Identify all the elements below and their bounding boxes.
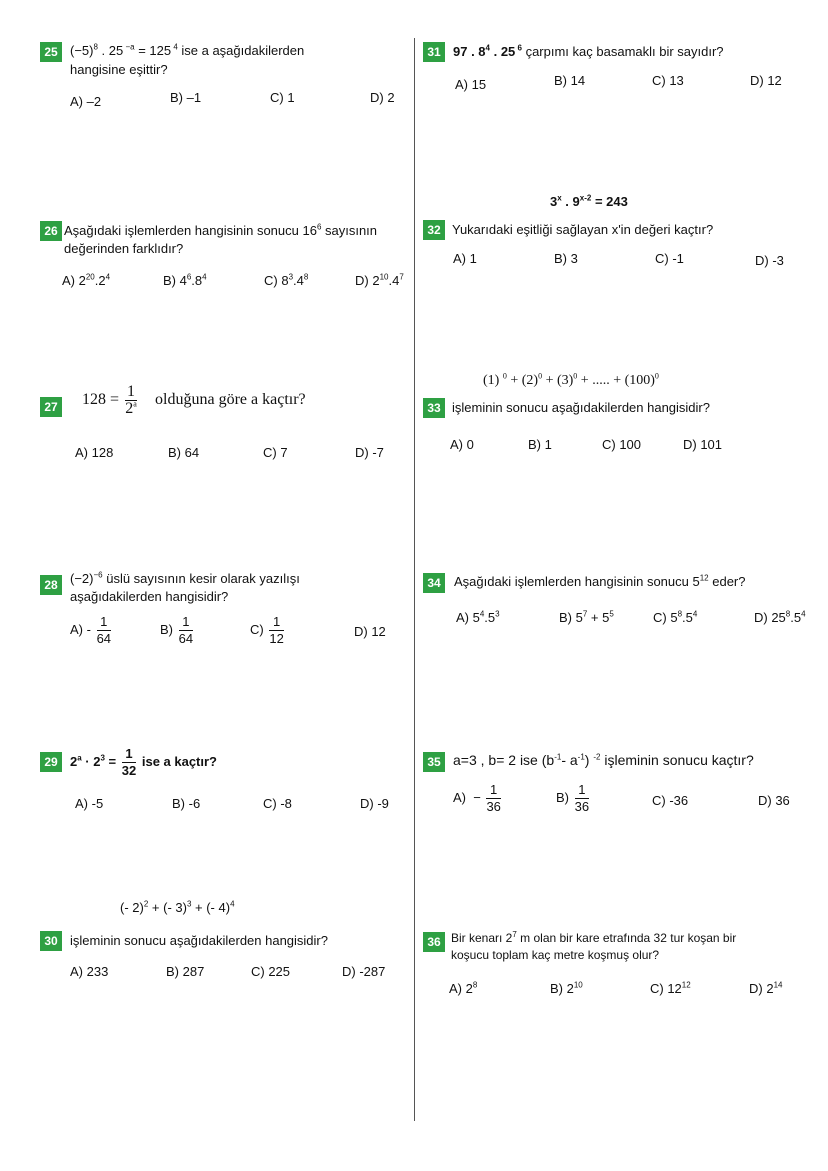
question-stem: Yukarıdaki eşitliği sağlayan x'in değeri kaçtır? [452, 222, 714, 237]
option-a[interactable]: A) –2 [70, 94, 102, 109]
option-c[interactable]: C) $\frac{1}{12}$ [250, 614, 284, 646]
option-d[interactable]: D) $2^{10}.4^7$ [355, 272, 404, 288]
column-divider [414, 38, 415, 1121]
question-number: 30 [40, 931, 62, 951]
option-a[interactable]: A) 15 [455, 77, 487, 92]
question-stem: Aşağıdaki işlemlerden hangisinin sonucu $16^6$ sayısının [64, 222, 378, 238]
question-number: 34 [423, 573, 445, 593]
option-b[interactable]: B) $\frac{1}{36}$ [556, 782, 590, 814]
question-stem: a=3 , b= 2 ise ($b^{-1}-$ $a^{-1}$) $^{-2}$ işleminin sonucu kaçtır? [453, 752, 754, 768]
option-a[interactable]: A) -5 [75, 796, 104, 811]
question-stem: Bir kenarı $2^7$ m olan bir kare etrafında 32 tur koşan bir [451, 930, 737, 945]
option-c[interactable]: C) 225 [251, 964, 291, 979]
option-b[interactable]: B) 287 [166, 964, 205, 979]
fraction: $\frac{1}{2^a}$ [125, 383, 137, 417]
option-d[interactable]: D) 36 [758, 793, 790, 808]
question-stem: $(-5)^8$ . 25 $^{-a}$ = 125 $^4$ ise a aşağıdakilerden [70, 42, 305, 58]
option-b[interactable]: B) $4^6.8^4$ [163, 272, 207, 288]
question-stem-line2: değerinden farklıdır? [64, 241, 184, 256]
question-number: 32 [423, 220, 445, 240]
question-number: 36 [423, 932, 445, 952]
question-number: 31 [423, 42, 445, 62]
option-b[interactable]: B) $2^{10}$ [550, 980, 583, 996]
question-number: 25 [40, 42, 62, 62]
option-c[interactable]: C) 13 [652, 73, 684, 88]
option-c[interactable]: C) $5^8.5^4$ [653, 609, 698, 625]
option-b[interactable]: B) -6 [172, 796, 201, 811]
question-stem: 97 . $8^4$ . 25 $^6$ çarpımı kaç basamaklı bir sayıdır? [453, 43, 724, 59]
option-b[interactable]: B) –1 [170, 90, 202, 105]
option-b[interactable]: B) 14 [554, 73, 586, 88]
option-b[interactable]: B) 3 [554, 251, 578, 266]
question-number: 27 [40, 397, 62, 417]
option-a[interactable]: A) − $\frac{1}{36}$ [453, 782, 501, 814]
option-d[interactable]: D) -7 [355, 445, 384, 460]
option-c[interactable]: C) $8^3.4^8$ [264, 272, 309, 288]
question-stem: işleminin sonucu aşağıdakilerden hangisidir? [452, 400, 710, 415]
option-d[interactable]: D) 2 [370, 90, 395, 105]
option-d[interactable]: D) $2^{14}$ [749, 980, 783, 996]
question-number: 26 [40, 221, 62, 241]
option-c[interactable]: C) 100 [602, 437, 642, 452]
option-b[interactable]: B) $5^7 + 5^5$ [559, 609, 614, 625]
option-a[interactable]: A) $5^4.5^3$ [456, 609, 500, 625]
question-number: 35 [423, 752, 445, 772]
option-a[interactable]: A) 233 [70, 964, 109, 979]
question-number: 28 [40, 575, 62, 595]
option-b[interactable]: B) 64 [168, 445, 200, 460]
question-number: 33 [423, 398, 445, 418]
option-a[interactable]: A) $2^8$ [449, 980, 478, 996]
question-stem: Aşağıdaki işlemlerden hangisinin sonucu $5^{12}$ eder? [454, 573, 746, 589]
option-a[interactable]: A) 1 [453, 251, 477, 266]
question-stem: $(-2)^{-6}$ üslü sayısının kesir olarak yazılışı [70, 570, 300, 586]
option-c[interactable]: C) 1 [270, 90, 295, 105]
question-number: 29 [40, 752, 62, 772]
question-expression: 3$^x$ . $9^{x-2} = 243$ [550, 193, 628, 209]
option-a[interactable]: A) 128 [75, 445, 114, 460]
option-c[interactable]: C) -8 [263, 796, 292, 811]
option-a[interactable]: A) - $\frac{1}{64}$ [70, 614, 112, 646]
option-c[interactable]: C) $12^{12}$ [650, 980, 691, 996]
question-stem: işleminin sonucu aşağıdakilerden hangisidir? [70, 933, 328, 948]
option-c[interactable]: C) 7 [263, 445, 288, 460]
option-d[interactable]: D) 12 [750, 73, 782, 88]
option-b[interactable]: B) $\frac{1}{64}$ [160, 614, 194, 646]
question-stem-line2: koşucu toplam kaç metre koşmuş olur? [451, 948, 660, 962]
option-c[interactable]: C) -36 [652, 793, 689, 808]
question-stem-line2: aşağıdakilerden hangisidir? [70, 589, 229, 604]
question-expression: (1) $^0 + (2)^0 + (3)^0$ + ..... + $(100)^0$ [483, 371, 659, 388]
question-stem: 128 = $\frac{1}{2^a}$ olduğuna göre a kaçtır? [82, 383, 306, 417]
option-d[interactable]: D) -9 [360, 796, 389, 811]
option-d[interactable]: D) -287 [342, 964, 386, 979]
option-d[interactable]: D) 12 [354, 624, 386, 639]
option-a[interactable]: A) 0 [450, 437, 474, 452]
option-a[interactable]: A) $2^{20}.2^4$ [62, 272, 111, 288]
question-stem: $2^a \cdot 2^3$ = $\frac{1}{32}$ ise a kaçtır? [70, 746, 218, 778]
option-d[interactable]: D) $25^8.5^4$ [754, 609, 806, 625]
option-d[interactable]: D) 101 [683, 437, 723, 452]
question-expression: (- 2)$^2$ + (- 3)$^3$ + (- 4)$^4$ [120, 899, 235, 915]
question-stem-line2: hangisine eşittir? [70, 62, 168, 77]
option-d[interactable]: D) -3 [755, 253, 784, 268]
option-c[interactable]: C) -1 [655, 251, 684, 266]
option-b[interactable]: B) 1 [528, 437, 552, 452]
